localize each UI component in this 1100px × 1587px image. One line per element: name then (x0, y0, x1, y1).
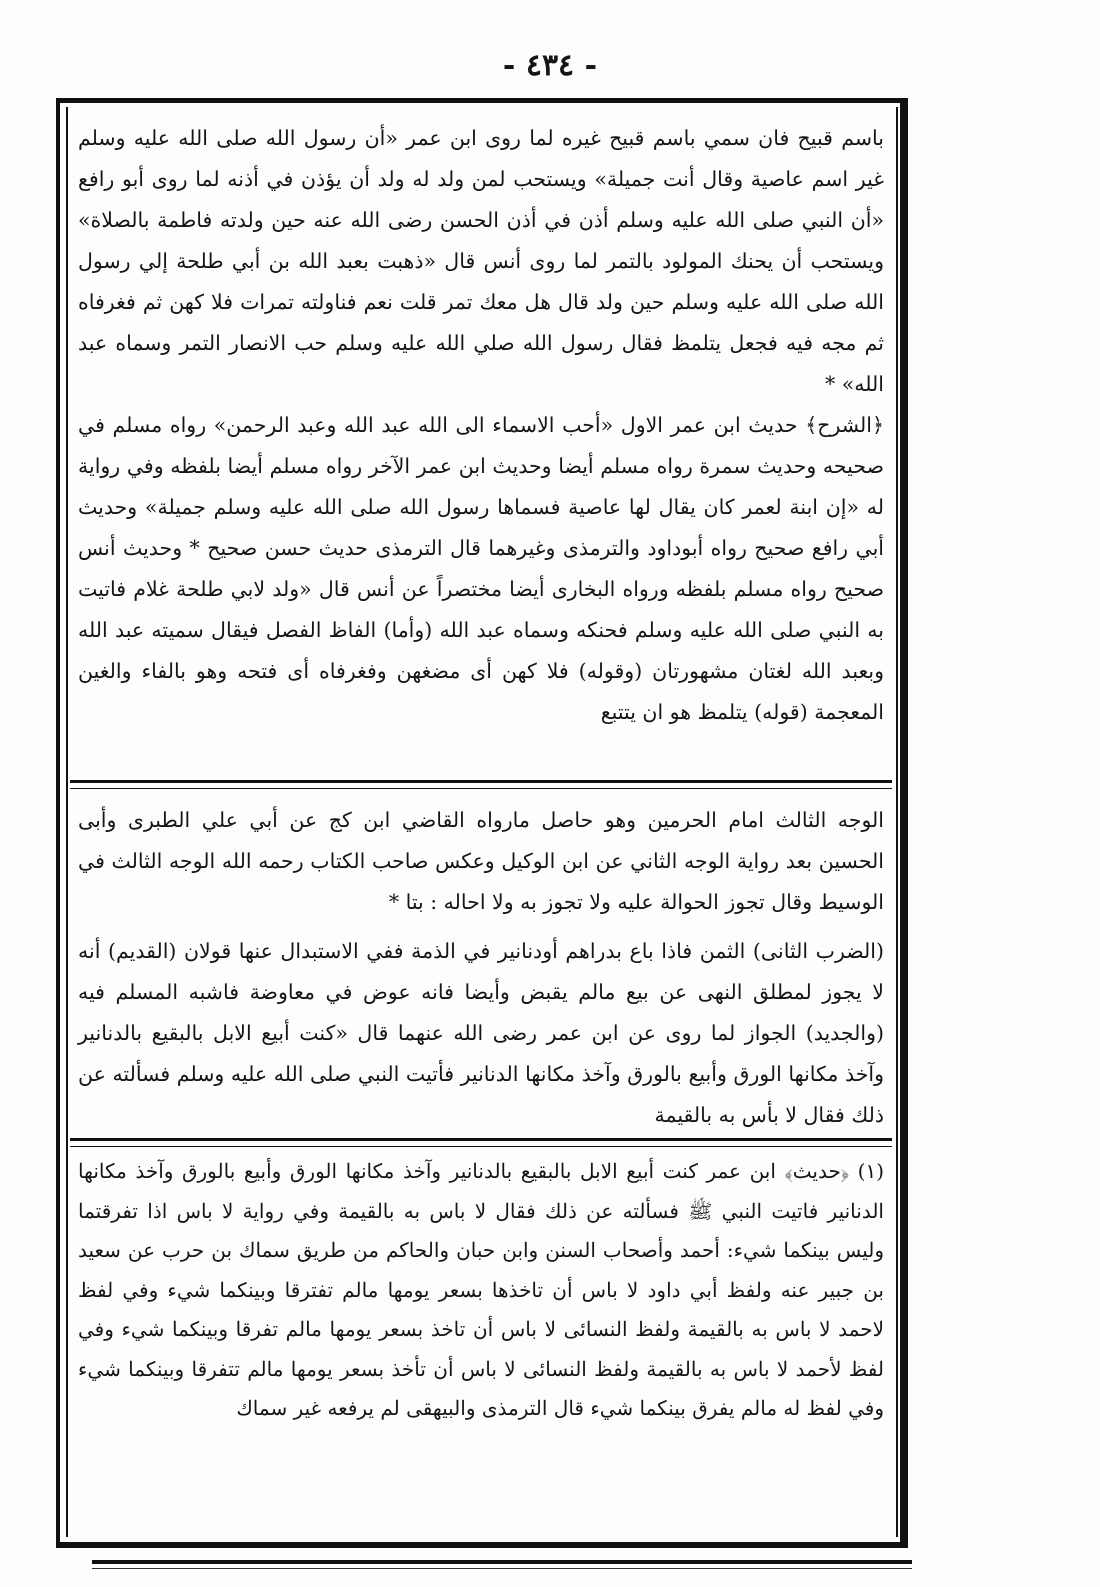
main-paragraph-2: ﴿الشرح﴾ حديث ابن عمر الاول «أحب الاسماء الى الله عبد الله وعبد الرحمن» رواه مسلم في صحيحه وحديث سمرة رواه مسلم أيضا وحديث ابن عمر الآخر رواه مسلم أيضا بلفظه وفي رواية له «إن ابنة لعمر كان يقال لها عاصية فسماها رسول الله صلى الله عليه وسلم جميلة» وحديث أبي رافع صحيح رواه أبوداود والترمذى وغيرهما قال الترمذى حديث حسن صحيح * وحديث أنس صحيح رواه مسلم بلفظه ورواه البخارى أيضا مختصراً عن أنس قال «ولد لابي طلحة غلام فاتيت به النبي صلى الله عليه وسلم فحنكه وسماه عبد الله (وأما) الفاظ الفصل فيقال سميته عبد الله وبعبد الله لغتان مشهورتان (وقوله) فلا كهن أى مضغهن وفغرفاه أى فتحه وهو بالفاء والغين المعجمة (قوله) يتلمظ هو ان يتتبع (78, 413, 884, 724)
main-text-section (72, 118, 890, 776)
footnote-section (72, 1152, 890, 1432)
middle-paragraph-1: الوجه الثالث امام الحرمين وهو حاصل مارواه القاضي ابن كج عن أبي علي الطبرى وأبى الحسين بعد رواية الوجه الثاني عن ابن الوكيل وعكس صاحب الكتاب رحمه الله الوجه الثالث في الوسيط وقال تجوز الحوالة عليه ولا تجوز به ولا احاله : بتا * (78, 808, 884, 914)
bottom-rule-thin (92, 1568, 912, 1569)
footnote-paragraph: (١) ﴿حديث﴾ ابن عمر كنت أبيع الابل بالبقيع بالدنانير وآخذ مكانها الورق وأبيع بالورق وآخذ مكانها الدنانير فاتيت النبي ﷺ فسألته عن ذلك فقال لا باس به بالقيمة وفي رواية لا باس اذا تفرقتما وليس بينكما شيء: أحمد وأصحاب السنن وابن حبان والحاكم من طريق سماك بن حرب عن سعيد بن جبير عنه ولفظ أبي داود لا باس أن تاخذها بسعر يومها مالم تفترقا وبينكما شيء وفي لفظ لاحمد لا باس به بالقيمة ولفظ النسائى لا باس أن تاخذ بسعر يومها مالم تفرقا وبينكما شيء وفي لفظ لأحمد لا باس به بالقيمة ولفظ النسائى لا باس أن تأخذ بسعر يومها مالم تتفرقا وبينكما شيء وفي لفظ له مالم يفرق بينكما شيء قال الترمذى والبيهقى لم يرفعه غير سماك (78, 1159, 884, 1420)
bottom-rule (92, 1560, 912, 1564)
middle-paragraph-2: (الضرب الثانى) الثمن فاذا باع بدراهم أودنانير في الذمة ففي الاستبدال عنها قولان (القديم) أنه لا يجوز لمطلق النهى عن بيع مالم يقبض وأيضا فانه عوض في معاوضة فاشبه المسلم فيه (والجديد) الجواز لما روى عن ابن عمر رضى الله عنهما قال «كنت أبيع الابل بالبقيع بالدنانير وآخذ مكانها الورق وأبيع بالورق وآخذ مكانها الدنانير فأتيت النبي صلى الله عليه وسلم فسألته عن ذلك فقال لا بأس به بالقيمة (78, 939, 884, 1127)
footnote-divider-thin (70, 1146, 892, 1147)
section-divider (70, 780, 892, 783)
page-number: - ٤٣٤ - (502, 48, 598, 83)
footnote-divider (70, 1138, 892, 1141)
main-paragraph-1: باسم قبيح فان سمي باسم قبيح غيره لما روى ابن عمر «أن رسول الله صلى الله عليه وسلم غير اسم عاصية وقال أنت جميلة» ويستحب لمن ولد له ولد أن يؤذن في أذنه لما روى أبو رافع «أن النبي صلى الله عليه وسلم أذن في أذن الحسن رضى الله عنه حين ولدته فاطمة بالصلاة» ويستحب أن يحنك المولود بالتمر لما روى أنس قال «ذهبت بعبد الله بن أبي طلحة إلي رسول الله صلى الله عليه وسلم حين ولد قال هل معك تمر قلت نعم فناولته تمرات فلا كهن ثم فغرفاه ثم مجه فيه فجعل يتلمظ فقال رسول الله صلي الله عليه وسلم حب الانصار التمر وسماه عبد الله» * (78, 126, 884, 396)
section-divider-thin (70, 788, 892, 789)
middle-text-section (72, 800, 890, 1135)
